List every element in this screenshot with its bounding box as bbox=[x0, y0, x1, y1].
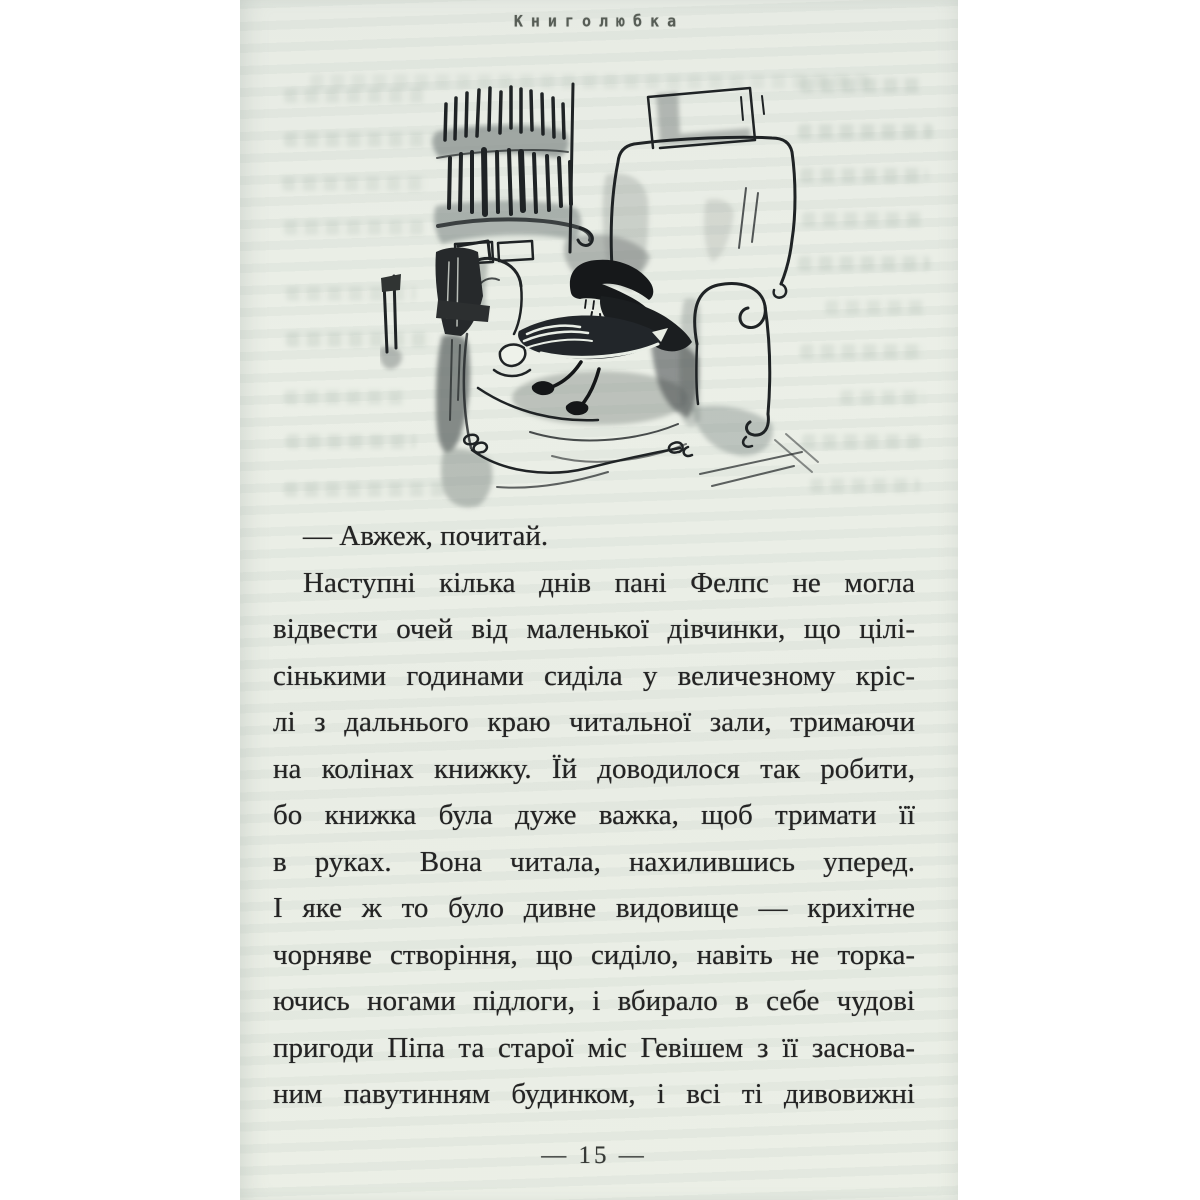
running-header: Книголюбка bbox=[513, 11, 685, 31]
bleedthrough-ghost-line bbox=[802, 212, 922, 227]
bleedthrough-ghost-line bbox=[810, 478, 920, 493]
text-line: лі з дальнього краю читальної зали, тримаючи bbox=[273, 706, 915, 738]
text-line: чорняве створіння, що сиділо, навіть не торка- bbox=[273, 938, 915, 971]
text-line: пригоди Піпа та старої міс Гевішем з її заснова- bbox=[273, 1031, 915, 1064]
text-line: ним павутинням будинком, і всі ті дивовижні bbox=[273, 1078, 915, 1110]
text-line: — Авжеж, почитай. bbox=[303, 520, 549, 552]
text-line: ючись ногами підлоги, і вбирало в себе чудові bbox=[273, 985, 915, 1017]
text-line: на колінах книжку. Їй доводилося так робити, bbox=[273, 752, 915, 785]
text-line: І яке ж то було дивне видовище — крихітне bbox=[273, 892, 915, 924]
text-line: Наступні кілька днів пані Фелпс не могла bbox=[303, 566, 915, 599]
armchair-illustration bbox=[380, 60, 820, 530]
bleedthrough-ghost-line bbox=[840, 390, 925, 405]
text-line: бо книжка була дуже важка, щоб тримати її bbox=[273, 799, 915, 831]
bleedthrough-ghost-line bbox=[802, 434, 922, 449]
text-line: сінькими годинами сиділа у величезному кріс- bbox=[273, 659, 915, 692]
page-number: — 15 — bbox=[541, 1142, 647, 1169]
paper-sheet bbox=[240, 0, 958, 1200]
bleedthrough-ghost-line bbox=[825, 300, 925, 315]
text-line: в руках. Вона читала, нахилившись уперед. bbox=[273, 845, 915, 878]
body-text-block bbox=[273, 513, 915, 1118]
text-line: відвести очей від маленької дівчинки, що цілі- bbox=[273, 613, 915, 645]
